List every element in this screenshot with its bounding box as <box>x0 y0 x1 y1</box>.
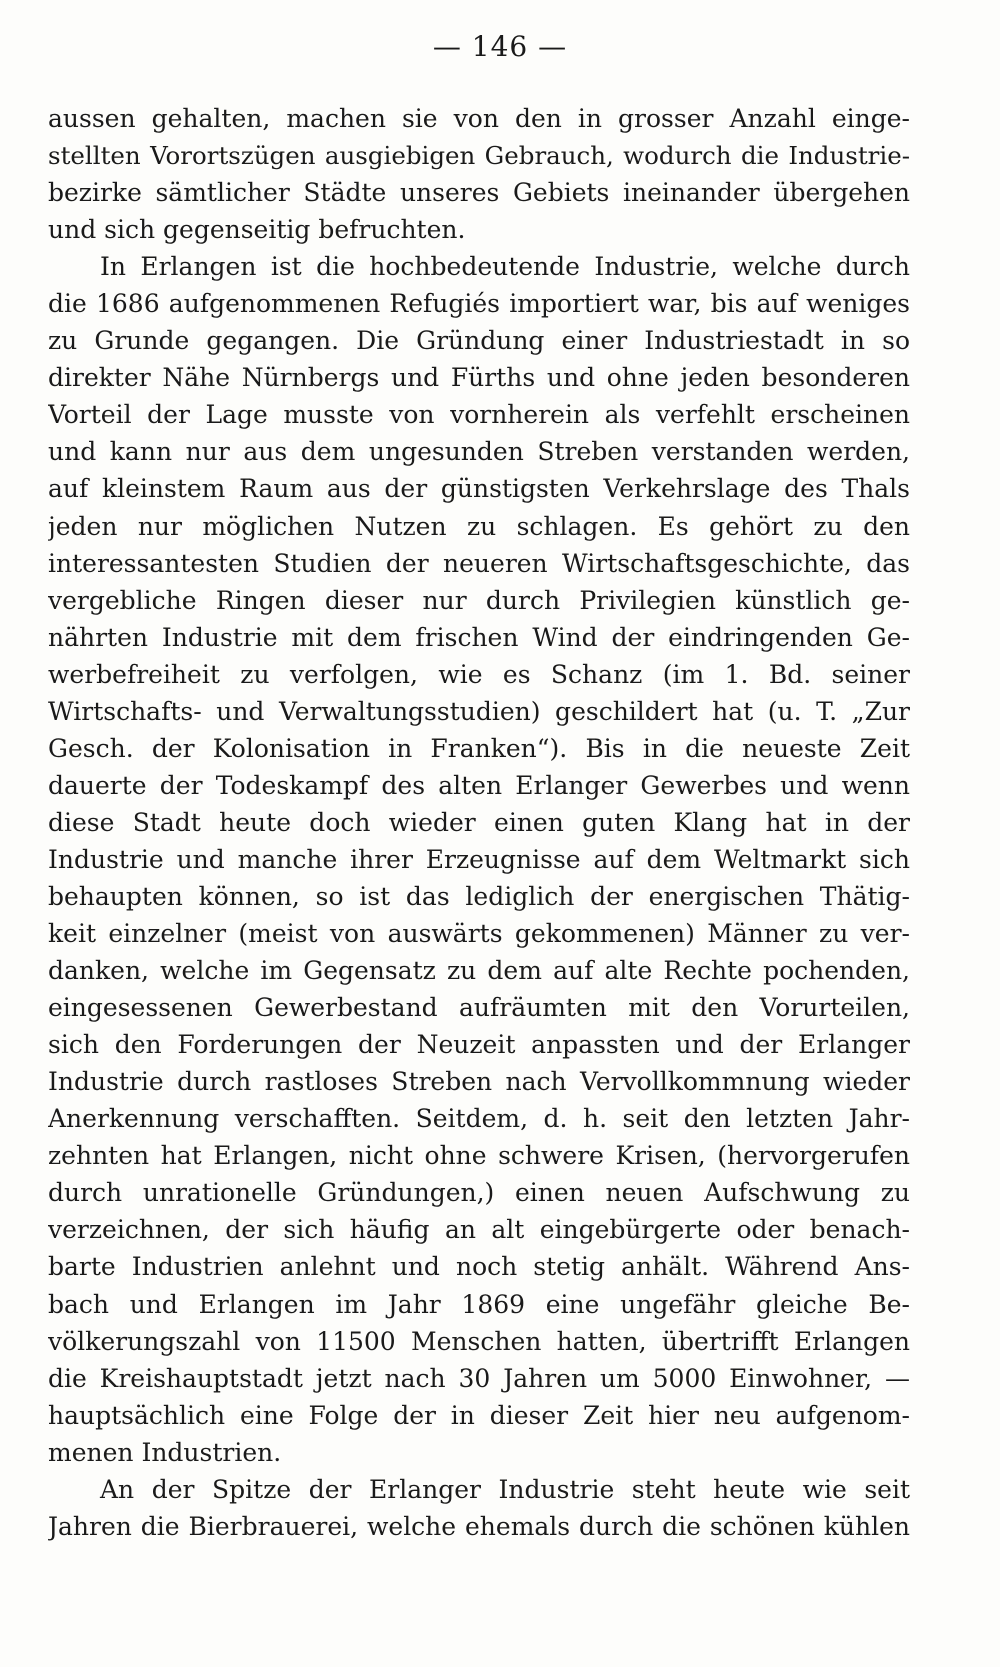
text-line: Vorteil der Lage musste von vornherein als verfehlt erscheinen <box>48 400 910 430</box>
text-line: Anerkennung verschafften. Seitdem, d. h. seit den letzten Jahr- <box>48 1104 910 1134</box>
text-line: völkerungszahl von 11500 Menschen hatten, übertrifft Erlangen <box>48 1326 910 1356</box>
text-line: zu Grunde gegangen. Die Gründung einer Industriestadt in so <box>48 326 910 356</box>
text-line: eingesessenen Gewerbestand aufräumten mit den Vorurteilen, <box>48 993 910 1023</box>
text-line: die Kreishauptstadt jetzt nach 30 Jahren um 5000 Einwohner, — <box>48 1363 910 1393</box>
text-line: bezirke sämtlicher Städte unseres Gebiets ineinander übergehen <box>48 178 910 208</box>
text-line: durch unrationelle Gründungen,) einen neuen Aufschwung zu <box>48 1178 910 1208</box>
text-line: und sich gegenseitig befruchten. <box>48 215 466 245</box>
text-line: sich den Forderungen der Neuzeit anpassten und der Erlanger <box>48 1030 910 1060</box>
text-line: Jahren die Bierbrauerei, welche ehemals durch die schönen kühlen <box>48 1511 910 1541</box>
text-line: Gesch. der Kolonisation in Franken“). Bis in die neueste Zeit <box>48 733 910 763</box>
text-line: danken, welche im Gegensatz zu dem auf alte Rechte pochenden, <box>48 956 910 986</box>
text-line: diese Stadt heute doch wieder einen guten Klang hat in der <box>48 807 910 837</box>
page-number-header: — 146 — <box>432 30 568 63</box>
text-line: vergebliche Ringen dieser nur durch Privilegien künstlich ge- <box>48 585 910 615</box>
text-line: barte Industrien anlehnt und noch stetig anhält. Während Ans- <box>48 1252 910 1282</box>
text-line: Wirtschafts- und Verwaltungsstudien) geschildert hat (u. T. „Zur <box>48 696 910 726</box>
text-line: aussen gehalten, machen sie von den in grosser Anzahl einge- <box>48 104 910 133</box>
body-text <box>48 100 910 1545</box>
text-line: verzeichnen, der sich häufig an alt eingebürgerte oder benach- <box>48 1215 910 1245</box>
text-line: menen Industrien. <box>48 1437 282 1467</box>
text-line: dauerte der Todeskampf des alten Erlanger Gewerbes und wenn <box>48 770 910 800</box>
text-line: Industrie durch rastloses Streben nach Vervollkommnung wieder <box>48 1067 910 1097</box>
text-line: nährten Industrie mit dem frischen Wind der eindringenden Ge- <box>48 622 910 652</box>
text-line: In Erlangen ist die hochbedeutende Industrie, welche durch <box>100 252 910 282</box>
text-line: hauptsächlich eine Folge der in dieser Zeit hier neu aufgenom- <box>48 1400 910 1430</box>
text-line: direkter Nähe Nürnbergs und Fürths und ohne jeden besonderen <box>48 363 910 393</box>
text-line: bach und Erlangen im Jahr 1869 eine ungefähr gleiche Be- <box>48 1289 910 1319</box>
text-line: stellten Vorortszügen ausgiebigen Gebrauch, wodurch die Industrie- <box>48 141 910 171</box>
text-line: jeden nur möglichen Nutzen zu schlagen. Es gehört zu den <box>48 511 910 541</box>
text-line: und kann nur aus dem ungesunden Streben verstanden werden, <box>48 437 910 467</box>
text-line: interessantesten Studien der neueren Wirtschaftsgeschichte, das <box>48 548 910 578</box>
text-line: werbefreiheit zu verfolgen, wie es Schanz (im 1. Bd. seiner <box>48 659 910 689</box>
text-line: keit einzelner (meist von auswärts gekommenen) Männer zu ver- <box>48 919 910 949</box>
text-line: An der Spitze der Erlanger Industrie steht heute wie seit <box>100 1474 910 1504</box>
text-line: die 1686 aufgenommenen Refugiés importiert war, bis auf weniges <box>48 289 910 319</box>
text-line: Industrie und manche ihrer Erzeugnisse auf dem Weltmarkt sich <box>48 844 910 874</box>
text-line: auf kleinstem Raum aus der günstigsten Verkehrslage des Thals <box>48 474 910 504</box>
text-line: behaupten können, so ist das lediglich der energischen Thätig- <box>48 881 910 911</box>
text-line: zehnten hat Erlangen, nicht ohne schwere Krisen, (hervorgerufen <box>48 1141 910 1171</box>
